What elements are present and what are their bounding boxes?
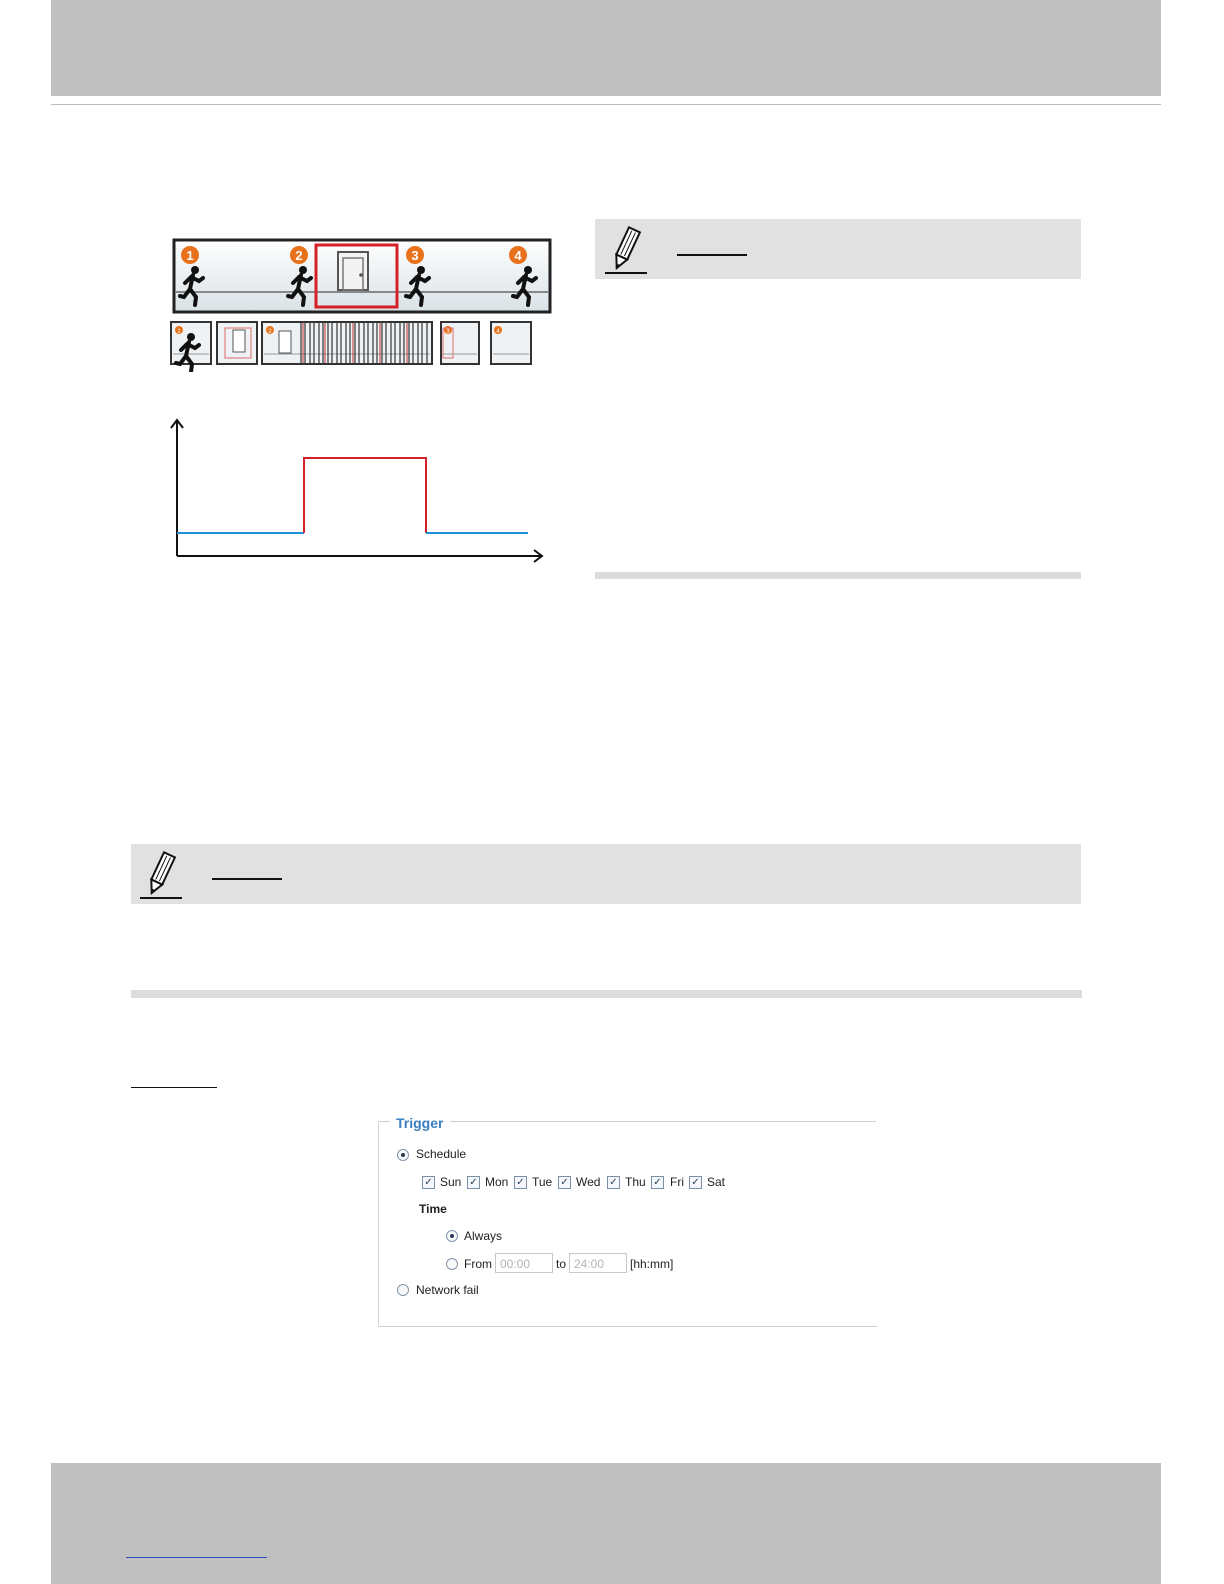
trigger-signal-diagram: [168, 414, 552, 570]
filmstrip: [171, 322, 531, 372]
header-rule: [51, 104, 1161, 105]
mon-label: Mon: [485, 1175, 509, 1189]
marker-3: [406, 246, 424, 264]
to-label: to: [556, 1257, 567, 1271]
always-label: Always: [464, 1229, 503, 1243]
sun-label: Sun: [440, 1175, 462, 1189]
filmstrip-marker-1: 1: [177, 329, 181, 335]
wed-checkbox[interactable]: ✓: [558, 1176, 571, 1189]
wed-label: Wed: [576, 1175, 601, 1189]
tue-label: Tue: [532, 1175, 553, 1189]
note-footer-1: [595, 572, 1081, 579]
fri-label: Fri: [670, 1175, 684, 1189]
note-header-2: [131, 844, 1081, 904]
note-title-underline-2: [212, 878, 282, 880]
pencil-icon: [603, 226, 649, 276]
tue-checkbox[interactable]: ✓: [514, 1176, 527, 1189]
marker-1: [181, 246, 199, 264]
filmstrip-marker-2: 2: [268, 329, 272, 335]
footer-band: [51, 1463, 1161, 1584]
marker-4: [509, 246, 527, 264]
sat-checkbox[interactable]: ✓: [689, 1176, 702, 1189]
time-label: Time: [419, 1202, 447, 1216]
note-header-1: [595, 219, 1081, 279]
trigger-legend: Trigger: [396, 1115, 444, 1131]
network-fail-radio[interactable]: [397, 1284, 409, 1296]
thu-checkbox[interactable]: ✓: [607, 1176, 620, 1189]
fri-checkbox[interactable]: ✓: [651, 1176, 664, 1189]
from-time-input[interactable]: 00:00: [495, 1253, 553, 1273]
pencil-icon: [138, 851, 184, 901]
schedule-label: Schedule: [416, 1147, 467, 1161]
from-radio[interactable]: [446, 1258, 458, 1270]
thu-label: Thu: [625, 1175, 646, 1189]
signal-high: [304, 458, 426, 533]
sun-checkbox[interactable]: ✓: [422, 1176, 435, 1189]
trigger-topline-left: [378, 1121, 390, 1122]
footer-link-underline[interactable]: [126, 1557, 267, 1558]
note-title-underline-1: [677, 254, 747, 256]
always-radio[interactable]: [446, 1230, 458, 1242]
time-format-hint: [hh:mm]: [630, 1257, 674, 1271]
marker-2: [290, 246, 308, 264]
to-time-input[interactable]: 24:00: [569, 1253, 627, 1273]
sat-label: Sat: [707, 1175, 726, 1189]
corridor-illustration: [165, 232, 557, 372]
mon-checkbox[interactable]: ✓: [467, 1176, 480, 1189]
marker-3-label: 3: [411, 248, 419, 263]
filmstrip-marker-3: 3: [446, 329, 450, 335]
header-band: [51, 0, 1161, 96]
network-fail-label: Network fail: [416, 1283, 479, 1297]
filmstrip-marker-4: 4: [496, 329, 500, 335]
marker-1-label: 1: [186, 248, 194, 263]
from-label: From: [464, 1257, 492, 1271]
schedule-radio[interactable]: [397, 1149, 409, 1161]
section-heading-underline: [131, 1087, 217, 1088]
marker-4-label: 4: [514, 248, 522, 263]
marker-2-label: 2: [295, 248, 303, 263]
trigger-topline-right: [450, 1121, 876, 1122]
note-footer-2: [131, 990, 1082, 998]
